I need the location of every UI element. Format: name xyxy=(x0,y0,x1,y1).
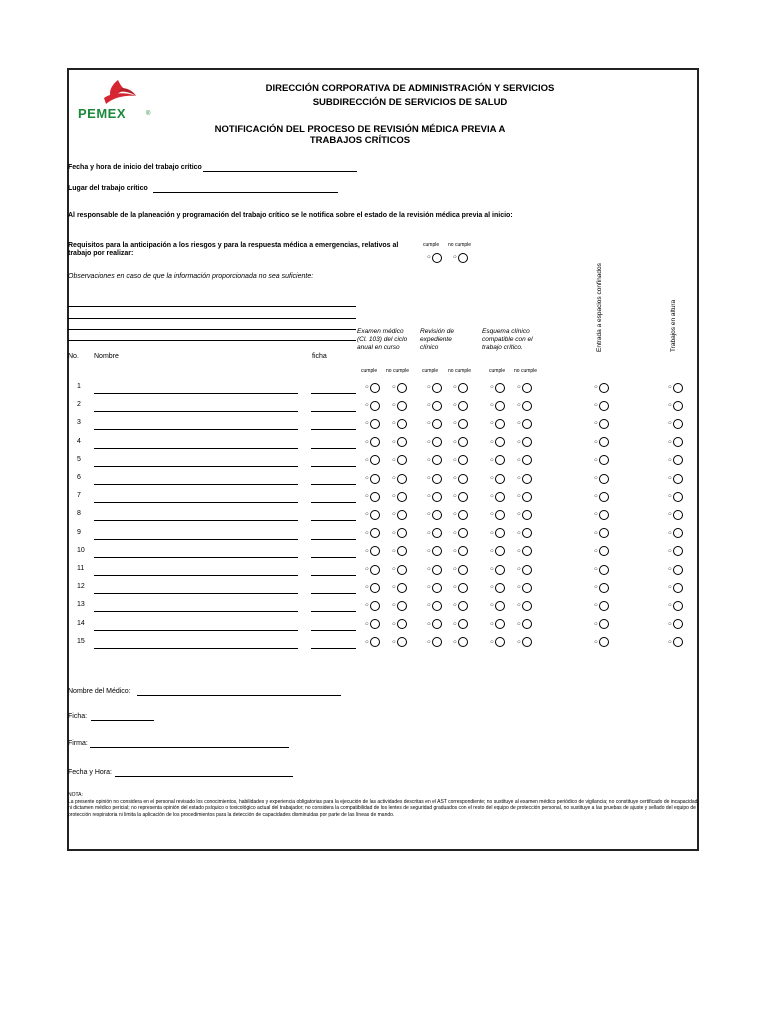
row-altura-radio[interactable]: ○ xyxy=(668,619,683,630)
row-nombre-field[interactable] xyxy=(94,557,298,558)
row-espacios-radio[interactable]: ○ xyxy=(594,564,609,575)
row-examen-cumple-radio[interactable]: ○ xyxy=(365,509,380,520)
ficha-footer-field[interactable] xyxy=(91,720,154,721)
row-nombre-field[interactable] xyxy=(94,393,298,394)
row-ficha-field[interactable] xyxy=(311,539,356,540)
row-esquema-no-cumple-radio[interactable]: ○ xyxy=(517,637,532,648)
row-examen-no-cumple-radio[interactable]: ○ xyxy=(392,473,407,484)
row-examen-no-cumple-radio[interactable]: ○ xyxy=(392,509,407,520)
row-ficha-field[interactable] xyxy=(311,520,356,521)
row-nombre-field[interactable] xyxy=(94,429,298,430)
row-esquema-no-cumple-radio[interactable]: ○ xyxy=(517,600,532,611)
row-revision-no-cumple-radio[interactable]: ○ xyxy=(453,491,468,502)
medico-field[interactable] xyxy=(137,695,341,696)
row-examen-no-cumple-radio[interactable]: ○ xyxy=(392,491,407,502)
row-revision-cumple-radio[interactable]: ○ xyxy=(427,473,442,484)
row-number: 15 xyxy=(77,637,85,645)
row-number: 4 xyxy=(77,437,81,445)
row-esquema-no-cumple-radio[interactable]: ○ xyxy=(517,455,532,466)
requisitos-text-2: trabajo por realizar: xyxy=(68,250,134,257)
row-esquema-no-cumple-radio[interactable]: ○ xyxy=(517,491,532,502)
row-esquema-cumple-radio[interactable]: ○ xyxy=(490,455,505,466)
row-ficha-field[interactable] xyxy=(311,502,356,503)
row-examen-no-cumple-radio[interactable]: ○ xyxy=(392,437,407,448)
row-examen-no-cumple-radio[interactable]: ○ xyxy=(392,582,407,593)
fecha-inicio-field[interactable] xyxy=(203,171,357,172)
row-esquema-cumple-radio[interactable]: ○ xyxy=(490,564,505,575)
col-espacios-header: Entrada a espacios confinados xyxy=(596,263,603,352)
row-revision-cumple-radio[interactable]: ○ xyxy=(427,528,442,539)
row-revision-cumple-radio[interactable]: ○ xyxy=(427,600,442,611)
observaciones-line-2[interactable] xyxy=(68,318,356,319)
row-altura-radio[interactable]: ○ xyxy=(668,437,683,448)
row-espacios-radio[interactable]: ○ xyxy=(594,582,609,593)
row-examen-cumple-radio[interactable]: ○ xyxy=(365,564,380,575)
row-esquema-no-cumple-radio[interactable]: ○ xyxy=(517,564,532,575)
row-number: 7 xyxy=(77,492,81,500)
row-revision-no-cumple-radio[interactable]: ○ xyxy=(453,382,468,393)
row-examen-cumple-radio[interactable]: ○ xyxy=(365,637,380,648)
row-espacios-radio[interactable]: ○ xyxy=(594,382,609,393)
row-esquema-cumple-radio[interactable]: ○ xyxy=(490,418,505,429)
row-examen-cumple-radio[interactable]: ○ xyxy=(365,619,380,630)
row-esquema-no-cumple-radio[interactable]: ○ xyxy=(517,528,532,539)
row-revision-no-cumple-radio[interactable]: ○ xyxy=(453,582,468,593)
row-esquema-no-cumple-radio[interactable]: ○ xyxy=(517,437,532,448)
revision-cumple-label: cumple xyxy=(422,368,439,374)
pemex-logo xyxy=(78,78,158,124)
row-esquema-no-cumple-radio[interactable]: ○ xyxy=(517,546,532,557)
row-ficha-field[interactable] xyxy=(311,630,356,631)
row-nombre-field[interactable] xyxy=(94,575,298,576)
row-altura-radio[interactable]: ○ xyxy=(668,509,683,520)
row-revision-cumple-radio[interactable]: ○ xyxy=(427,546,442,557)
row-revision-no-cumple-radio[interactable]: ○ xyxy=(453,418,468,429)
row-number: 10 xyxy=(77,546,85,554)
row-revision-cumple-radio[interactable]: ○ xyxy=(427,564,442,575)
row-ficha-field[interactable] xyxy=(311,466,356,467)
row-examen-cumple-radio[interactable]: ○ xyxy=(365,473,380,484)
row-altura-radio[interactable]: ○ xyxy=(668,473,683,484)
row-nombre-field[interactable] xyxy=(94,593,298,594)
row-altura-radio[interactable]: ○ xyxy=(668,546,683,557)
nota-title: NOTA: xyxy=(68,792,83,798)
observaciones-line-4[interactable] xyxy=(68,340,356,341)
row-examen-cumple-radio[interactable]: ○ xyxy=(365,582,380,593)
medico-label: Nombre del Médico: xyxy=(68,688,131,695)
row-esquema-no-cumple-radio[interactable]: ○ xyxy=(517,382,532,393)
row-examen-no-cumple-radio[interactable]: ○ xyxy=(392,619,407,630)
row-revision-no-cumple-radio[interactable]: ○ xyxy=(453,546,468,557)
pemex-logo-text: PEMEX xyxy=(78,106,127,121)
req-no-cumple-radio[interactable]: ○ xyxy=(453,252,468,263)
row-ficha-field[interactable] xyxy=(311,575,356,576)
row-examen-no-cumple-radio[interactable]: ○ xyxy=(392,637,407,648)
row-examen-cumple-radio[interactable]: ○ xyxy=(365,437,380,448)
row-examen-cumple-radio[interactable]: ○ xyxy=(365,382,380,393)
row-altura-radio[interactable]: ○ xyxy=(668,564,683,575)
row-espacios-radio[interactable]: ○ xyxy=(594,491,609,502)
row-esquema-cumple-radio[interactable]: ○ xyxy=(490,473,505,484)
fecha-hora-field[interactable] xyxy=(115,776,293,777)
firma-field[interactable] xyxy=(90,747,289,748)
examen-cumple-label: cumple xyxy=(361,368,378,374)
row-ficha-field[interactable] xyxy=(311,484,356,485)
pemex-flame-icon xyxy=(96,78,140,106)
row-revision-no-cumple-radio[interactable]: ○ xyxy=(453,473,468,484)
row-nombre-field[interactable] xyxy=(94,466,298,467)
row-examen-cumple-radio[interactable]: ○ xyxy=(365,400,380,411)
header-line2: SUBDIRECCIÓN DE SERVICIOS DE SALUD xyxy=(312,97,508,108)
row-espacios-radio[interactable]: ○ xyxy=(594,400,609,411)
row-espacios-radio[interactable]: ○ xyxy=(594,600,609,611)
row-number: 3 xyxy=(77,419,81,427)
observaciones-line-3[interactable] xyxy=(68,329,356,330)
row-examen-cumple-radio[interactable]: ○ xyxy=(365,455,380,466)
row-espacios-radio[interactable]: ○ xyxy=(594,418,609,429)
row-esquema-cumple-radio[interactable]: ○ xyxy=(490,400,505,411)
row-altura-radio[interactable]: ○ xyxy=(668,528,683,539)
col-esquema-header: Esquema clínico compatible con el trabajo crítico. xyxy=(482,328,533,351)
row-esquema-cumple-radio[interactable]: ○ xyxy=(490,491,505,502)
row-espacios-radio[interactable]: ○ xyxy=(594,455,609,466)
row-number: 9 xyxy=(77,528,81,536)
row-ficha-field[interactable] xyxy=(311,648,356,649)
observaciones-label: Observaciones en caso de que la información proporcionada no sea suficiente: xyxy=(68,273,314,280)
nombre-header: Nombre xyxy=(94,353,119,360)
esquema-no-cumple-label: no cumple xyxy=(514,368,538,374)
row-examen-no-cumple-radio[interactable]: ○ xyxy=(392,564,407,575)
row-espacios-radio[interactable]: ○ xyxy=(594,546,609,557)
row-revision-no-cumple-radio[interactable]: ○ xyxy=(453,600,468,611)
row-esquema-no-cumple-radio[interactable]: ○ xyxy=(517,473,532,484)
row-ficha-field[interactable] xyxy=(311,393,356,394)
row-revision-no-cumple-radio[interactable]: ○ xyxy=(453,400,468,411)
row-nombre-field[interactable] xyxy=(94,611,298,612)
row-number: 14 xyxy=(77,619,85,627)
title-line1: NOTIFICACIÓN DEL PROCESO DE REVISIÓN MÉDICA PREVIA A xyxy=(214,124,506,135)
row-revision-cumple-radio[interactable]: ○ xyxy=(427,582,442,593)
row-revision-no-cumple-radio[interactable]: ○ xyxy=(453,509,468,520)
fecha-hora-label: Fecha y Hora: xyxy=(68,769,112,776)
row-esquema-no-cumple-radio[interactable]: ○ xyxy=(517,582,532,593)
ficha-header: ficha xyxy=(312,353,327,360)
firma-label: Firma: xyxy=(68,740,88,747)
esquema-cumple-label: cumple xyxy=(489,368,506,374)
observaciones-line-1[interactable] xyxy=(68,306,356,307)
col-examen-header: Examen médico (Cl. 103) del ciclo anual en curso xyxy=(357,328,408,351)
fecha-inicio-label: Fecha y hora de inicio del trabajo crítico xyxy=(68,164,202,171)
row-nombre-field[interactable] xyxy=(94,411,298,412)
row-number: 11 xyxy=(77,565,85,572)
row-esquema-cumple-radio[interactable]: ○ xyxy=(490,546,505,557)
row-number: 1 xyxy=(77,383,81,390)
col-altura-header: Trabajos en altura xyxy=(670,299,677,352)
row-revision-cumple-radio[interactable]: ○ xyxy=(427,455,442,466)
row-examen-cumple-radio[interactable]: ○ xyxy=(365,491,380,502)
row-revision-cumple-radio[interactable]: ○ xyxy=(427,437,442,448)
row-altura-radio[interactable]: ○ xyxy=(668,637,683,648)
row-revision-no-cumple-radio[interactable]: ○ xyxy=(453,455,468,466)
header-line1: DIRECCIÓN CORPORATIVA DE ADMINISTRACIÓN Y SERVICIOS xyxy=(265,83,555,94)
row-nombre-field[interactable] xyxy=(94,539,298,540)
req-no-cumple-label: no cumple xyxy=(448,242,472,248)
row-esquema-no-cumple-radio[interactable]: ○ xyxy=(517,400,532,411)
row-examen-no-cumple-radio[interactable]: ○ xyxy=(392,455,407,466)
lugar-field[interactable] xyxy=(153,192,338,193)
row-altura-radio[interactable]: ○ xyxy=(668,600,683,611)
row-espacios-radio[interactable]: ○ xyxy=(594,437,609,448)
aviso-text: Al responsable de la planeación y programación del trabajo crítico se le notifica sobre el estado de la revisión médica previa al inicio: xyxy=(68,212,513,219)
row-espacios-radio[interactable]: ○ xyxy=(594,509,609,520)
row-esquema-cumple-radio[interactable]: ○ xyxy=(490,382,505,393)
row-revision-no-cumple-radio[interactable]: ○ xyxy=(453,437,468,448)
row-esquema-cumple-radio[interactable]: ○ xyxy=(490,619,505,630)
row-esquema-cumple-radio[interactable]: ○ xyxy=(490,600,505,611)
row-espacios-radio[interactable]: ○ xyxy=(594,473,609,484)
row-examen-no-cumple-radio[interactable]: ○ xyxy=(392,528,407,539)
revision-no-cumple-label: no cumple xyxy=(448,368,472,374)
row-examen-no-cumple-radio[interactable]: ○ xyxy=(392,400,407,411)
row-nombre-field[interactable] xyxy=(94,448,298,449)
row-number: 12 xyxy=(77,583,85,591)
row-revision-no-cumple-radio[interactable]: ○ xyxy=(453,619,468,630)
row-nombre-field[interactable] xyxy=(94,630,298,631)
row-nombre-field[interactable] xyxy=(94,520,298,521)
row-espacios-radio[interactable]: ○ xyxy=(594,528,609,539)
row-esquema-cumple-radio[interactable]: ○ xyxy=(490,509,505,520)
row-ficha-field[interactable] xyxy=(311,429,356,430)
ficha-footer-label: Ficha: xyxy=(68,713,88,720)
row-altura-radio[interactable]: ○ xyxy=(668,382,683,393)
row-number: 2 xyxy=(77,401,81,409)
row-esquema-cumple-radio[interactable]: ○ xyxy=(490,582,505,593)
row-number: 6 xyxy=(77,474,81,481)
row-ficha-field[interactable] xyxy=(311,593,356,594)
row-nombre-field[interactable] xyxy=(94,502,298,503)
row-number: 5 xyxy=(77,455,81,463)
row-altura-radio[interactable]: ○ xyxy=(668,491,683,502)
row-number: 13 xyxy=(77,601,85,609)
row-examen-cumple-radio[interactable]: ○ xyxy=(365,546,380,557)
row-examen-cumple-radio[interactable]: ○ xyxy=(365,418,380,429)
row-altura-radio[interactable]: ○ xyxy=(668,400,683,411)
row-revision-cumple-radio[interactable]: ○ xyxy=(427,382,442,393)
pemex-logo-mark: ® xyxy=(146,111,151,117)
row-revision-cumple-radio[interactable]: ○ xyxy=(427,418,442,429)
row-revision-cumple-radio[interactable]: ○ xyxy=(427,400,442,411)
row-ficha-field[interactable] xyxy=(311,448,356,449)
row-revision-no-cumple-radio[interactable]: ○ xyxy=(453,564,468,575)
row-altura-radio[interactable]: ○ xyxy=(668,418,683,429)
row-esquema-cumple-radio[interactable]: ○ xyxy=(490,637,505,648)
row-espacios-radio[interactable]: ○ xyxy=(594,619,609,630)
row-examen-cumple-radio[interactable]: ○ xyxy=(365,528,380,539)
row-examen-no-cumple-radio[interactable]: ○ xyxy=(392,546,407,557)
row-examen-no-cumple-radio[interactable]: ○ xyxy=(392,418,407,429)
row-esquema-no-cumple-radio[interactable]: ○ xyxy=(517,619,532,630)
row-ficha-field[interactable] xyxy=(311,557,356,558)
row-number: 8 xyxy=(77,510,81,518)
no-header: No. xyxy=(68,353,79,360)
row-ficha-field[interactable] xyxy=(311,611,356,612)
row-esquema-no-cumple-radio[interactable]: ○ xyxy=(517,418,532,429)
row-esquema-cumple-radio[interactable]: ○ xyxy=(490,437,505,448)
title-line2: TRABAJOS CRÍTICOS xyxy=(309,135,411,146)
req-cumple-radio[interactable]: ○ xyxy=(427,252,442,263)
examen-no-cumple-label: no cumple xyxy=(386,368,410,374)
lugar-label: Lugar del trabajo crítico xyxy=(68,185,148,192)
row-revision-cumple-radio[interactable]: ○ xyxy=(427,637,442,648)
req-cumple-label: cumple xyxy=(423,242,440,248)
row-nombre-field[interactable] xyxy=(94,648,298,649)
row-ficha-field[interactable] xyxy=(311,411,356,412)
row-examen-cumple-radio[interactable]: ○ xyxy=(365,600,380,611)
row-examen-no-cumple-radio[interactable]: ○ xyxy=(392,600,407,611)
col-revision-header: Revisión de expediente clínico xyxy=(420,328,454,351)
row-revision-no-cumple-radio[interactable]: ○ xyxy=(453,528,468,539)
row-altura-radio[interactable]: ○ xyxy=(668,455,683,466)
row-revision-cumple-radio[interactable]: ○ xyxy=(427,619,442,630)
nota-text: La presente opinión no considera en el personal revisado los conocimientos, habilidades y experiencia obligatorias para la ejecución de las actividades descritas en el AST correspondiente; no sustituye al examen médico periódico de vigilancia; no constituye certificado de incapacidad ni dictamen médico pericial; no representa opinión del estado psíquico o toxicológico actual del trabajador; no considera la compatibilidad de los lentes de seguridad graduados con el resto del equipo de protección personal, no sustituye a las pruebas de ajuste y sellado del equipo de protección respiratoria ni limita la aplicación de los procedimientos para la detección de capacidades disminuidas por parte de las líneas de mando. xyxy=(68,799,698,818)
row-nombre-field[interactable] xyxy=(94,484,298,485)
row-revision-no-cumple-radio[interactable]: ○ xyxy=(453,637,468,648)
row-esquema-cumple-radio[interactable]: ○ xyxy=(490,528,505,539)
row-examen-no-cumple-radio[interactable]: ○ xyxy=(392,382,407,393)
row-esquema-no-cumple-radio[interactable]: ○ xyxy=(517,509,532,520)
row-espacios-radio[interactable]: ○ xyxy=(594,637,609,648)
row-revision-cumple-radio[interactable]: ○ xyxy=(427,491,442,502)
row-altura-radio[interactable]: ○ xyxy=(668,582,683,593)
row-revision-cumple-radio[interactable]: ○ xyxy=(427,509,442,520)
requisitos-text-1: Requisitos para la anticipación a los riesgos y para la respuesta médica a emergencias, relativos al xyxy=(68,242,399,249)
